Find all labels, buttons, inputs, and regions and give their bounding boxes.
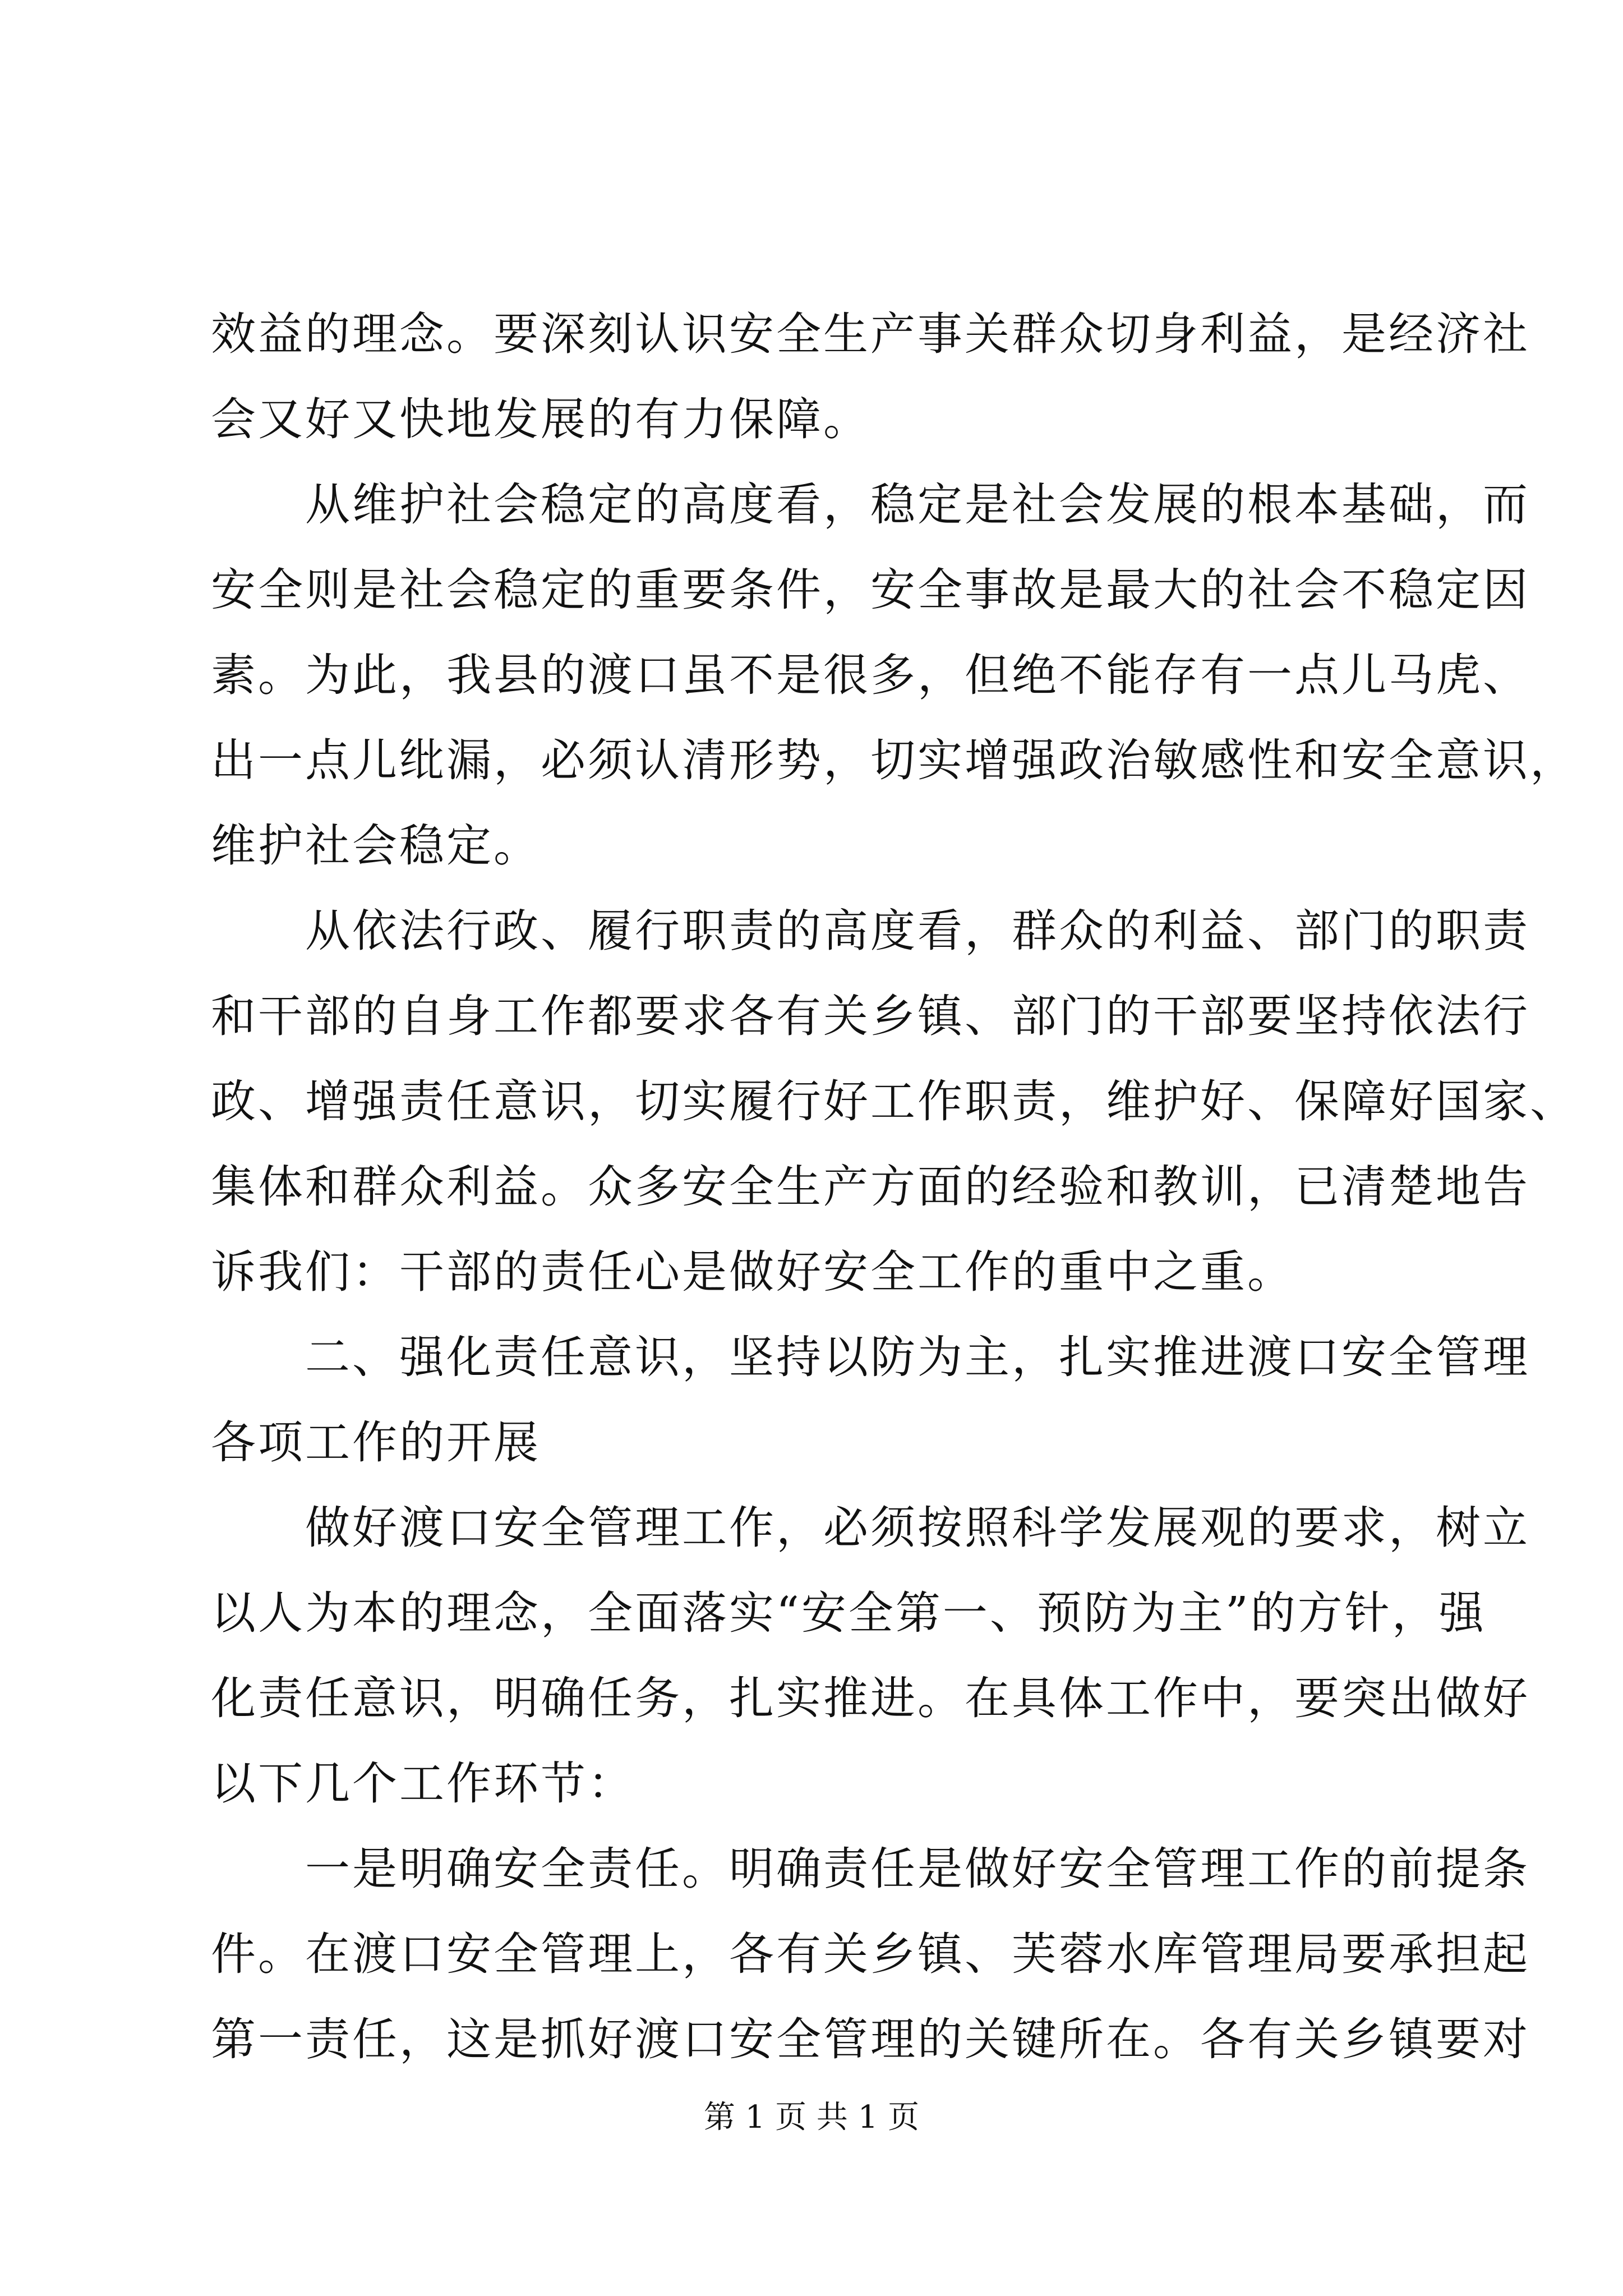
document-body — [211, 292, 1577, 2082]
text-line: 件。在渡口安全管理上，各有关乡镇、芙蓉水库管理局要承担起 — [211, 1928, 1530, 1980]
text-line: 第一责任，这是抓好渡口安全管理的关键所在。各有关乡镇要对 — [211, 2013, 1530, 2065]
text-line: 做好渡口安全管理工作，必须按照科学发展观的要求，树立 — [211, 1502, 1530, 1554]
text-line: 会又好又快地发展的有力保障。 — [211, 393, 870, 445]
text-line: 一是明确安全责任。明确责任是做好安全管理工作的前提条 — [211, 1843, 1530, 1895]
text-line: 从维护社会稳定的高度看，稳定是社会发展的根本基础，而 — [211, 478, 1530, 531]
text-line: 诉我们：干部的责任心是做好安全工作的重中之重。 — [211, 1246, 1294, 1298]
text-line: 以下几个工作环节： — [211, 1757, 635, 1810]
text-line: 从依法行政、履行职责的高度看，群众的利益、部门的职责 — [211, 905, 1530, 957]
text-line: 以人为本的理念，全面落实“安全第一、预防为主”的方针，强 — [211, 1587, 1486, 1639]
text-line: 效益的理念。要深刻认识安全生产事关群众切身利益，是经济社 — [211, 308, 1530, 360]
text-line: 素。为此，我县的渡口虽不是很多，但绝不能存有一点儿马虎、 — [211, 649, 1530, 701]
text-line: 安全则是社会稳定的重要条件，安全事故是最大的社会不稳定因 — [211, 564, 1530, 616]
text-line: 出一点儿纰漏，必须认清形势，切实增强政治敏感性和安全意识， — [211, 734, 1577, 786]
text-line: 政、增强责任意识，切实履行好工作职责，维护好、保障好国家、 — [211, 1075, 1577, 1128]
text-line: 维护社会稳定。 — [211, 820, 541, 872]
page-number: 第 1 页 共 1 页 — [703, 2099, 920, 2136]
page-footer — [0, 2095, 1623, 2140]
text-line: 化责任意识，明确任务，扎实推进。在具体工作中，要突出做好 — [211, 1672, 1530, 1724]
section-heading-line: 各项工作的开展 — [211, 1416, 541, 1469]
section-heading-line: 二、强化责任意识，坚持以防为主，扎实推进渡口安全管理 — [211, 1331, 1530, 1383]
text-line: 集体和群众利益。众多安全生产方面的经验和教训，已清楚地告 — [211, 1161, 1530, 1213]
text-line: 和干部的自身工作都要求各有关乡镇、部门的干部要坚持依法行 — [211, 990, 1530, 1042]
